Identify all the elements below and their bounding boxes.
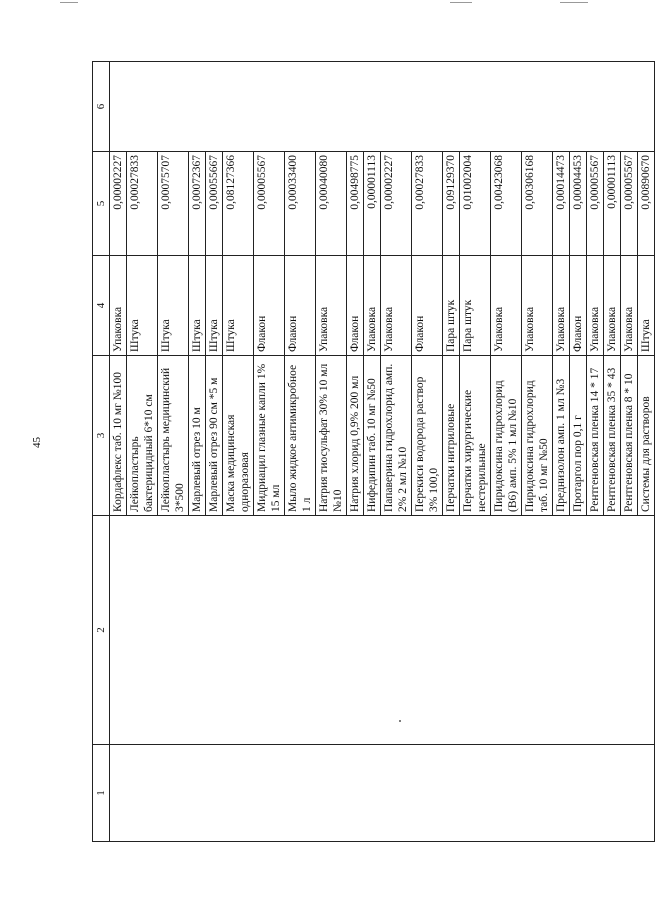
item-unit: Пара штук bbox=[460, 256, 491, 356]
item-unit: Упаковка bbox=[364, 256, 381, 356]
item-name: Мидриацил глазные капли 1% 15 мл bbox=[254, 356, 285, 516]
item-value: 0,00002227 bbox=[381, 152, 412, 256]
item-unit: Упаковка bbox=[522, 256, 553, 356]
item-value: 0,00055667 bbox=[206, 152, 223, 256]
item-value: 0,00027833 bbox=[127, 152, 158, 256]
rotated-table-container bbox=[92, 62, 652, 842]
item-name: Марлевый отрез 90 см *5 м bbox=[206, 356, 223, 516]
item-unit: Упаковка bbox=[381, 256, 412, 356]
item-value: 0,00498775 bbox=[347, 152, 364, 256]
item-unit: Упаковка bbox=[316, 256, 347, 356]
item-name: Перекиси водорода раствор 3% 100,0 bbox=[412, 356, 443, 516]
item-unit: Штука bbox=[158, 256, 189, 356]
item-value: 0,00072367 bbox=[189, 152, 206, 256]
item-name: Рентгеновская пленка 8 * 10 bbox=[621, 356, 638, 516]
item-unit: Пара штук bbox=[443, 256, 460, 356]
item-value: 0,00306168 bbox=[522, 152, 553, 256]
item-unit: Упаковка bbox=[553, 256, 570, 356]
item-unit: Флакон bbox=[347, 256, 364, 356]
item-name: Пиридоксина гидрохлорид (B6) амп. 5% 1 мл №10 bbox=[491, 356, 522, 516]
item-unit: Упаковка bbox=[110, 256, 127, 356]
item-name: Марлевый отрез 10 м bbox=[189, 356, 206, 516]
item-name: Рентгеновская пленка 35 * 43 bbox=[604, 356, 621, 516]
item-value: 0,00027833 bbox=[412, 152, 443, 256]
item-unit: Штука bbox=[638, 256, 655, 356]
item-unit: Штука bbox=[223, 256, 254, 356]
item-name: Перчатки нитриловые bbox=[443, 356, 460, 516]
item-value: 0,09129370 bbox=[443, 152, 460, 256]
item-unit: Штука bbox=[206, 256, 223, 356]
scan-mark bbox=[60, 2, 78, 3]
item-value: 0,00001113 bbox=[604, 152, 621, 256]
col-header-5: 5 bbox=[93, 152, 110, 256]
item-name: Системы для растворов bbox=[638, 356, 655, 516]
item-value: 0,00423068 bbox=[491, 152, 522, 256]
item-unit: Флакон bbox=[285, 256, 316, 356]
table-row bbox=[110, 62, 127, 842]
item-name: Лейкопластырь бактерицидный 6*10 см bbox=[127, 356, 158, 516]
item-name: Пиридоксина гидрохлорид таб. 10 мг №50 bbox=[522, 356, 553, 516]
scan-mark bbox=[560, 2, 588, 3]
item-value: 0,00005567 bbox=[621, 152, 638, 256]
header-row bbox=[93, 62, 110, 842]
item-value: 0,00075707 bbox=[158, 152, 189, 256]
cell-col6 bbox=[110, 62, 655, 152]
cell-col1 bbox=[110, 745, 655, 842]
item-value: 0,00014473 bbox=[553, 152, 570, 256]
cell-col2 bbox=[110, 516, 655, 745]
item-unit: Штука bbox=[127, 256, 158, 356]
col-header-3: 3 bbox=[93, 356, 110, 516]
item-name: Рентгеновская пленка 14 * 17 bbox=[587, 356, 604, 516]
item-name: Маска медицинская одноразовая bbox=[223, 356, 254, 516]
page-number: 45 bbox=[31, 437, 43, 448]
item-name: Натрия тиосульфат 30% 10 мл №10 bbox=[316, 356, 347, 516]
item-value: 0,00005567 bbox=[587, 152, 604, 256]
item-unit: Флакон bbox=[254, 256, 285, 356]
item-value: 0,00033400 bbox=[285, 152, 316, 256]
item-value: 0,01002004 bbox=[460, 152, 491, 256]
supplies-table bbox=[92, 61, 655, 842]
col-header-4: 4 bbox=[93, 256, 110, 356]
item-value: 0,00002227 bbox=[110, 152, 127, 256]
col-header-2: 2 bbox=[93, 516, 110, 745]
item-unit: Штука bbox=[189, 256, 206, 356]
item-unit: Флакон bbox=[412, 256, 443, 356]
item-unit: Упаковка bbox=[491, 256, 522, 356]
item-name: Лейкопластырь медицинский 3*500 bbox=[158, 356, 189, 516]
col-header-1: 1 bbox=[93, 745, 110, 842]
item-name: Перчатки хирургические нестерильные bbox=[460, 356, 491, 516]
item-name: Папаверина гидрохлорид амп. 2% 2 мл №10 bbox=[381, 356, 412, 516]
item-unit: Упаковка bbox=[621, 256, 638, 356]
item-name: Натрия хлорид 0,9% 200 мл bbox=[347, 356, 364, 516]
item-value: 0,08127366 bbox=[223, 152, 254, 256]
col-header-6: 6 bbox=[93, 62, 110, 152]
item-value: 0,00005567 bbox=[254, 152, 285, 256]
item-name: Преднизолон амп. 1 мл №3 bbox=[553, 356, 570, 516]
item-unit: Упаковка bbox=[604, 256, 621, 356]
item-name: Протаргол пор 0,1 г bbox=[570, 356, 587, 516]
item-value: 0,00001113 bbox=[364, 152, 381, 256]
item-value: 0,00040080 bbox=[316, 152, 347, 256]
item-name: Кордафлекс таб. 10 мг №100 bbox=[110, 356, 127, 516]
item-value: 0,00890670 bbox=[638, 152, 655, 256]
scan-mark bbox=[450, 2, 472, 3]
item-unit: Флакон bbox=[570, 256, 587, 356]
item-value: 0,00004453 bbox=[570, 152, 587, 256]
item-unit: Упаковка bbox=[587, 256, 604, 356]
item-name: Нифедипин таб. 10 мг №50 bbox=[364, 356, 381, 516]
item-name: Мыло жидкое антимикробное 1 л bbox=[285, 356, 316, 516]
